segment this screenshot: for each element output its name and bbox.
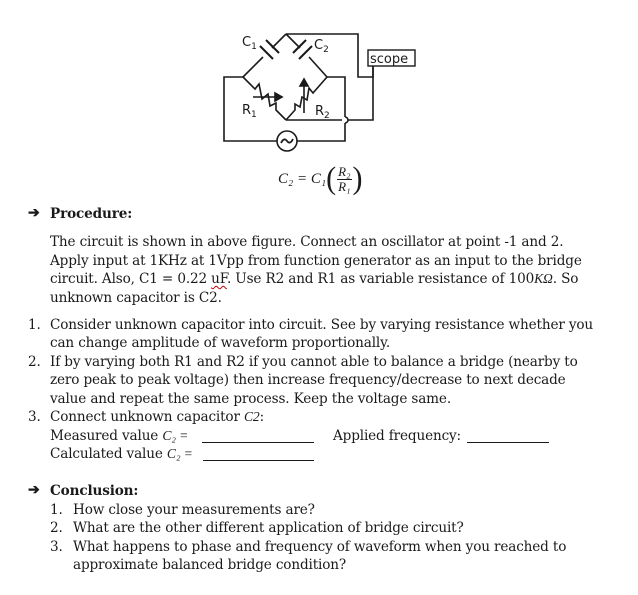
calculated-value-label: Calculated value [50,446,167,462]
c2-equals: C₂ = [162,428,189,443]
label-c1: $C_1$ [242,35,257,52]
text-segment: circuit. Also, C1 = 0.22 [50,271,212,287]
paragraph-line: unknown capacitor is C2. [50,290,222,306]
right-wire [297,123,345,141]
label-scope: scope [370,52,409,67]
conclusion-heading: Conclusion: [50,483,139,499]
step-line: can change amplitude of waveform proportionally. [50,335,391,351]
paragraph-line: The circuit is shown in above figure. Connect an oscillator at point -1 and 2. [50,234,564,250]
formula-lhs: C₂ = C₁ [278,170,327,187]
step-number: 1. [28,317,41,333]
arrow-bullet-icon: ➔ [28,482,40,498]
c2-equals: C₂ = [166,446,193,461]
label-r1: $R_1$ [242,103,257,120]
paragraph-line: Apply input at 1KHz at 1Vpp from function generator as an input to the bridge [50,253,582,269]
label-c2: $C_2$ [314,38,329,55]
text-segment: . Use R2 and R1 as variable resistance of 100 [226,271,535,287]
arrow-bullet-icon: ➔ [28,205,40,221]
c2-symbol: C2 [244,409,260,424]
step-line: value and repeat the same process. Keep the voltage same. [50,391,451,407]
paragraph-line [50,270,578,289]
text-segment: : [259,409,265,425]
step-line: Consider unknown capacitor into circuit. See by varying resistance whether you [50,317,594,333]
applied-frequency-blank[interactable] [467,430,549,443]
item-number: 2. [50,520,63,536]
measured-value-blank[interactable] [202,430,314,443]
measured-value-row [50,427,188,446]
calculated-value-blank[interactable] [203,448,314,461]
item-number: 1. [50,502,63,518]
step-line: If by varying both R1 and R2 if you cannot able to balance a bridge (nearby to [50,354,578,370]
measured-value-label: Measured value [50,428,163,444]
text-segment: . So [552,271,579,287]
formula-numerator: R₂ [338,163,351,179]
formula-denominator: R₁ [338,178,351,194]
calculated-value-row [50,445,193,464]
item-line: What are the other different application of bridge circuit? [73,520,464,536]
scope-wire-top [286,34,373,77]
step-number: 3. [28,409,41,425]
capacitance-formula [278,161,363,196]
item-number: 3. [50,539,63,555]
label-r2: $R_2$ [315,104,330,121]
item-line: How close your measurements are? [73,502,315,518]
close-paren: ) [352,161,363,196]
spellcheck-flagged-unit: uF [211,271,227,287]
procedure-heading: Procedure: [50,206,133,222]
step-number: 2. [28,354,41,370]
item-line: approximate balanced bridge condition? [73,557,346,573]
step-line [50,408,264,427]
unit-kohm: KΩ [534,271,553,286]
open-paren: ( [326,161,337,196]
step-line: zero peak to peak voltage) then increase frequency/decrease to next decade [50,372,566,388]
text-segment: Connect unknown capacitor [50,409,244,425]
applied-frequency-label: Applied frequency: [333,428,461,444]
item-line: What happens to phase and frequency of waveform when you reached to [73,539,567,555]
formula-fraction [337,165,351,194]
